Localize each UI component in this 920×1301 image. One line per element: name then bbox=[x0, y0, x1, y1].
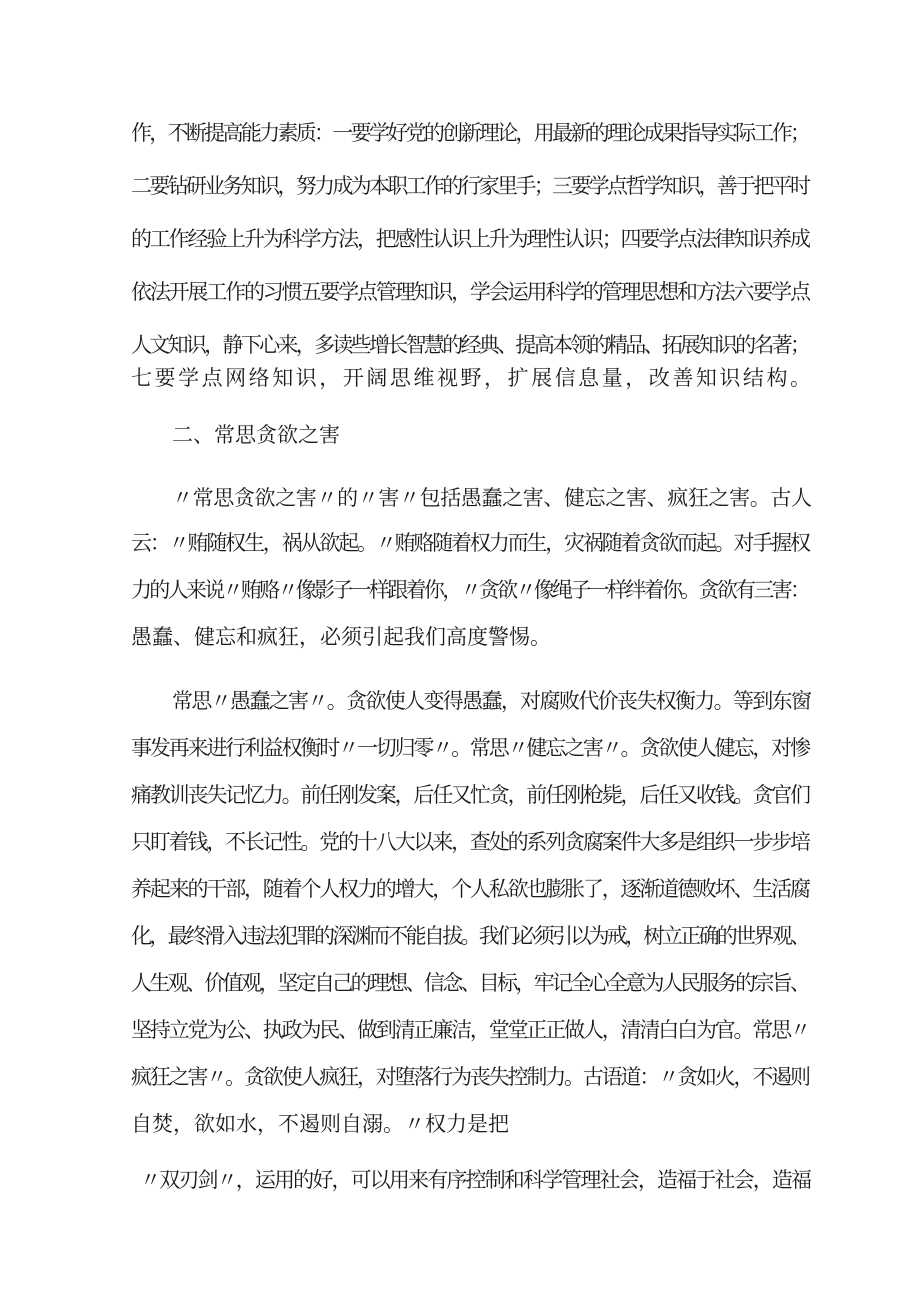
text-line: 七要学点网络知识，开阔思维视野，扩展信息量，改善知识结构。 bbox=[131, 366, 814, 390]
text-line: 愚蠢、健忘和疯狂，必须引起我们高度警惕。 bbox=[131, 625, 551, 649]
section-heading: 二、常思贪欲之害 bbox=[172, 423, 340, 447]
text-line: 事发再来进行利益权衡时〃一切归零〃。常思〃健忘之害〃。贪欲使人健忘，对惨 bbox=[131, 736, 809, 760]
text-line: 只盯着钱，不长记性。党的十八大以来，查处的系列贪腐案件大多是组织一步步培 bbox=[131, 830, 809, 854]
text-line: 云：〃贿随权生，祸从欲起。〃贿赂随着权力而生，灾祸随着贪欲而起。对手握权 bbox=[131, 531, 809, 555]
text-line: 痛教训丧失记忆力。前任刚发案，后任又忙贪，前任刚枪毙，后任又收钱。贪官们 bbox=[131, 783, 809, 807]
text-line: 化，最终滑入违法犯罪的深渊而不能自拔。我们必须引以为戒，树立正确的世界观、 bbox=[131, 924, 809, 948]
text-line: 坚持立党为公、执政为民、做到清正廉洁，堂堂正正做人，清清白白为官。常思〃 bbox=[131, 1018, 809, 1042]
text-line: 力的人来说〃贿赂〃像影子一样跟着你，〃贪欲〃像绳子一样绊着你。贪欲有三害： bbox=[131, 578, 809, 602]
text-line: 二要钻研业务知识，努力成为本职工作的行家里手；三要学点哲学知识，善于把平时 bbox=[131, 174, 809, 198]
text-line: 〃双刃剑〃，运用的好，可以用来有序控制和科学管理社会，造福于社会，造福 bbox=[140, 1168, 811, 1192]
text-line: 的工作经验上升为科学方法，把感性认识上升为理性认识；四要学点法律知识养成 bbox=[131, 227, 809, 251]
text-line: 人生观、价值观，坚定自己的理想、信念、目标，牢记全心全意为人民服务的宗旨、 bbox=[131, 971, 809, 995]
text-line: 疯狂之害〃。贪欲使人疯狂，对堕落行为丧失控制力。古语道：〃贪如火，不遏则 bbox=[131, 1065, 809, 1089]
text-line: 依法开展工作的习惯五要学点管理知识，学会运用科学的管理思想和方法六要学点 bbox=[131, 280, 809, 304]
text-line: 人文知识，静下心来，多读些增长智慧的经典、提高本领的精品、拓展知识的名著； bbox=[131, 333, 809, 357]
text-line: 〃常思贪欲之害〃的〃害〃包括愚蠢之害、健忘之害、疯狂之害。古人 bbox=[172, 486, 812, 510]
text-line: 作，不断提高能力素质：一要学好党的创新理论，用最新的理论成果指导实际工作； bbox=[131, 121, 809, 145]
text-line: 常思〃愚蠢之害〃。贪欲使人变得愚蠢，对腐败代价丧失权衡力。等到东窗 bbox=[172, 689, 811, 713]
text-line: 养起来的干部，随着个人权力的增大，个人私欲也膨胀了，逐渐道德败坏、生活腐 bbox=[131, 877, 809, 901]
text-line: 自焚，欲如水，不遏则自溺。〃权力是把 bbox=[131, 1112, 509, 1136]
